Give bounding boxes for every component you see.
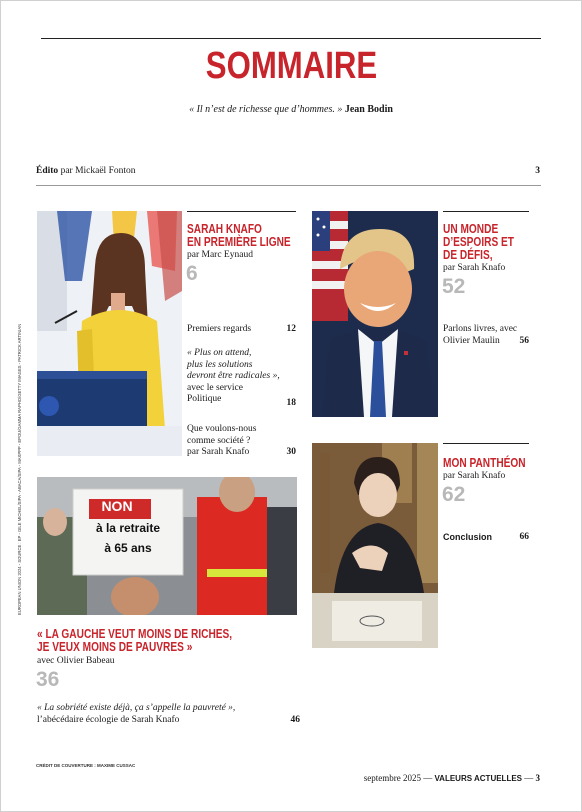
footer-magazine: VALEURS ACTUELLES <box>434 774 522 783</box>
monde-title-line3: DE DÉFIS, <box>443 247 493 262</box>
plus-on-attend-b1: avec le service <box>187 382 243 393</box>
footer-page: 3 <box>535 773 540 783</box>
epigraph <box>0 104 582 115</box>
que-voulons-nous[interactable] <box>187 424 256 459</box>
photo-credits: EUROPEAN UNION 2024 - SOURCE : EP - GILE MICHEL/SIPA - ABACA/SIPA - MAXPPP - EPOU/GAMMA RAPHO/GETTY IMAGES - PATRICK ARTINIAN <box>17 323 22 615</box>
monde-rule <box>443 211 529 212</box>
edito-author: par Mickaël Fonton <box>60 166 136 176</box>
monde-title[interactable] <box>443 222 534 261</box>
knafo-photo[interactable] <box>37 211 182 456</box>
parlons-livres-page: 56 <box>519 336 529 346</box>
plus-on-attend-page: 18 <box>286 398 296 408</box>
knafo-title-line1: SARAH KNAFO <box>187 221 262 236</box>
sobriete-byline: l’abécédaire écologie de Sarah Knafo <box>37 714 180 725</box>
trump-photo-art <box>312 211 438 417</box>
sign-line3: à 65 ans <box>104 541 152 555</box>
edito-rule <box>36 185 541 186</box>
footer-date: septembre 2025 <box>363 773 421 783</box>
sobriete[interactable] <box>37 703 277 726</box>
pantheon-photo[interactable] <box>312 443 438 648</box>
knafo-page: 6 <box>186 262 198 285</box>
plus-on-attend[interactable] <box>187 348 297 406</box>
footer <box>340 773 540 783</box>
page-title-wrap <box>0 45 582 88</box>
pantheon-page: 62 <box>442 483 466 506</box>
que-voulons-nous-l1: Que voulons-nous <box>187 424 257 434</box>
que-voulons-nous-page: 30 <box>286 447 296 457</box>
trump-photo[interactable] <box>312 211 438 417</box>
top-rule <box>41 38 541 39</box>
protest-photo[interactable] <box>37 477 297 615</box>
gauche-author: avec Olivier Babeau <box>37 656 115 666</box>
knafo-rule <box>187 211 296 212</box>
sobriete-page: 46 <box>290 715 300 725</box>
edito-line[interactable] <box>36 166 136 178</box>
parlons-livres-l1: Parlons livres, avec <box>443 324 518 334</box>
plus-on-attend-q1: « Plus on attend, <box>187 348 252 358</box>
epigraph-author: Jean Bodin <box>344 104 393 115</box>
premiers-regards-page: 12 <box>286 324 296 334</box>
monde-title-line1: UN MONDE <box>443 221 499 236</box>
knafo-title-line2: EN PREMIÈRE LIGNE <box>187 234 291 249</box>
conclusion[interactable]: Conclusion <box>443 532 492 542</box>
pantheon-title-wrap[interactable] <box>443 456 549 469</box>
page-title: SOMMAIRE <box>205 45 377 87</box>
sign-line1: NON <box>101 498 133 514</box>
edito-label: Édito <box>36 166 59 176</box>
monde-title-line2: D’ESPOIRS ET <box>443 234 515 249</box>
sobriete-quote: « La sobriété existe déjà, ça s’appelle la pauvreté », <box>37 703 236 713</box>
plus-on-attend-q3: devront être radicales », <box>187 371 280 381</box>
parlons-livres-l2: Olivier Maulin <box>443 335 500 346</box>
knafo-photo-art <box>37 211 182 456</box>
gauche-title-line2: JE VEUX MOINS DE PAUVRES » <box>37 639 193 654</box>
que-voulons-nous-l3: par Sarah Knafo <box>187 447 250 457</box>
gauche-page: 36 <box>36 668 60 691</box>
knafo-title[interactable] <box>187 222 320 248</box>
plus-on-attend-q2: plus les solutions <box>187 359 253 370</box>
conclusion-page: 66 <box>519 532 529 542</box>
monde-page: 52 <box>442 275 466 298</box>
edito-page: 3 <box>535 166 540 176</box>
cover-credit: CRÉDIT DE COUVERTURE : MAXIME CUSSAC <box>36 763 136 768</box>
gauche-title[interactable] <box>37 627 287 653</box>
que-voulons-nous-l2: comme société ? <box>187 435 251 446</box>
footer-sep1: — <box>423 773 433 783</box>
premiers-regards[interactable]: Premiers regards <box>187 324 252 334</box>
pantheon-title: MON PANTHÉON <box>443 455 526 470</box>
monde-author: par Sarah Knafo <box>443 263 506 273</box>
pantheon-photo-art <box>312 443 438 648</box>
gauche-title-line1: « LA GAUCHE VEUT MOINS DE RICHES, <box>37 626 233 641</box>
sign-line2: à la retraite <box>95 521 161 535</box>
epigraph-quote: « Il n’est de richesse que d’hommes. » <box>189 104 343 115</box>
pantheon-author: par Sarah Knafo <box>443 471 506 481</box>
pantheon-rule <box>443 443 529 444</box>
plus-on-attend-b2: Politique <box>187 394 222 404</box>
footer-sep2: — <box>524 773 534 783</box>
knafo-author: par Marc Eynaud <box>187 250 253 260</box>
